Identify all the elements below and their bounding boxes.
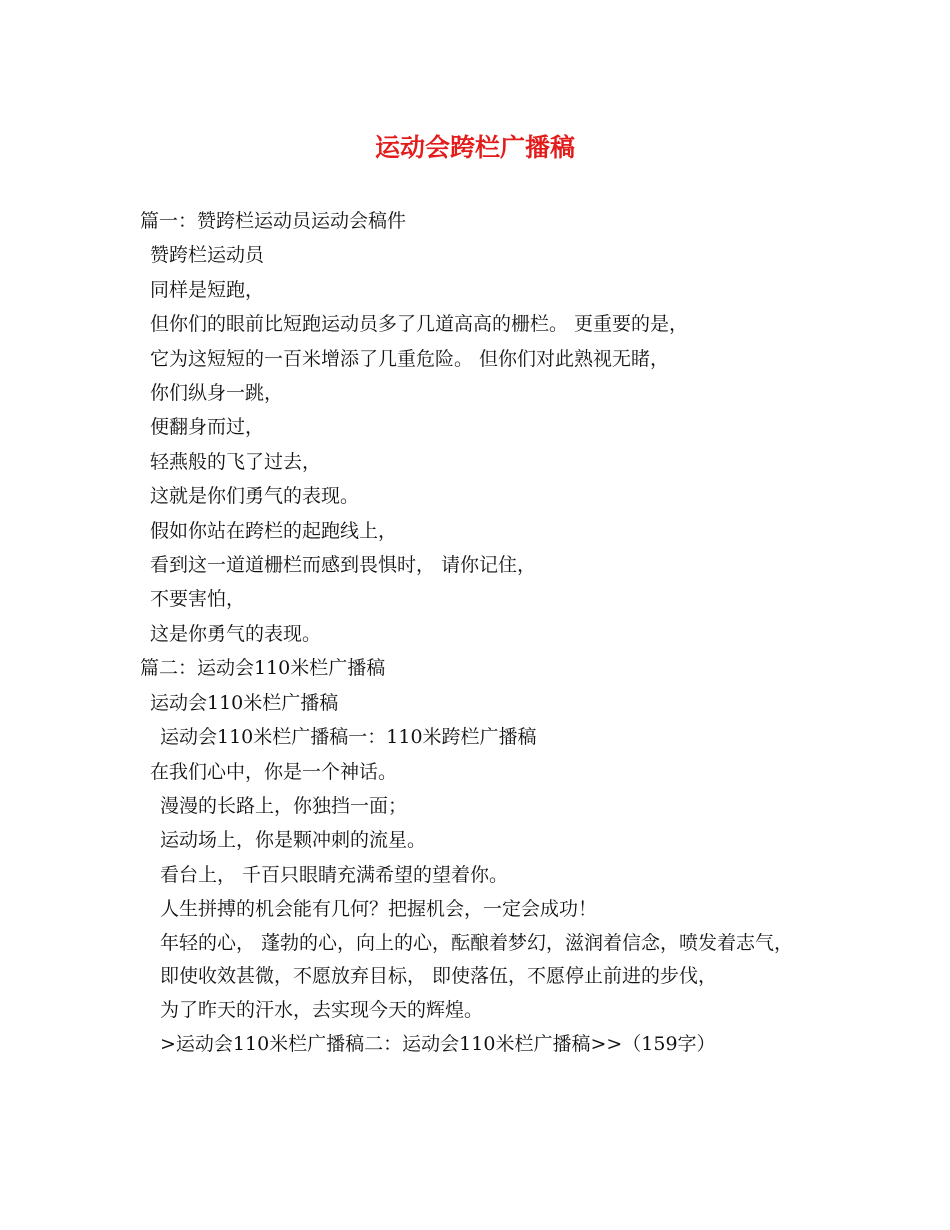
paragraph-line: 这就是你们勇气的表现。 (150, 485, 360, 508)
document-body (140, 204, 815, 1062)
paragraph-line: 看到这一道道栅栏而感到畏惧时， 请你记住， (150, 554, 537, 577)
paragraph-line: 年轻的心， 蓬勃的心，向上的心，酝酿着梦幻，滋润着信念，喷发着志气， (160, 931, 794, 954)
paragraph-line: 便翻身而过， (150, 416, 265, 439)
paragraph-line: 在我们心中，你是一个神话。 (150, 760, 398, 783)
paragraph-line: 不要害怕， (150, 588, 246, 611)
paragraph-line: 看台上， 千百只眼睛充满希望的望着你。 (160, 863, 509, 886)
paragraph-line: 轻燕般的飞了过去， (150, 450, 322, 473)
paragraph-line: 漫漫的长路上，你独挡一面； (160, 794, 408, 817)
paragraph-line: 运动会110米栏广播稿一：110米跨栏广播稿 (160, 726, 537, 749)
paragraph-line: 它为这短短的一百米增添了几重危险。 但你们对此熟视无睹， (150, 347, 670, 370)
paragraph-line: 运动会110米栏广播稿 (150, 691, 339, 714)
paragraph-line: 这是你勇气的表现。 (150, 622, 322, 645)
paragraph-line: 人生拼搏的机会能有几何？把握机会，一定会成功！ (160, 898, 598, 921)
document-title: 运动会跨栏广播稿 (374, 133, 575, 162)
paragraph-line: 假如你站在跨栏的起跑线上， (150, 519, 398, 542)
paragraph-line: 为了昨天的汗水，去实现今天的辉煌。 (160, 998, 484, 1021)
paragraph-line: 即使收效甚微，不愿放弃目标， 即使落伍，不愿停止前进的步伐， (160, 964, 718, 987)
paragraph-line: 但你们的眼前比短跑运动员多了几道高高的栅栏。 更重要的是， (150, 313, 689, 336)
paragraph-line: 运动场上，你是颗冲刺的流星。 (160, 829, 427, 852)
paragraph-line: 同样是短跑， (150, 278, 265, 301)
section-heading-1: 篇一：赞跨栏运动员运动会稿件 (140, 210, 407, 232)
paragraph-line: 赞跨栏运动员 (150, 244, 265, 267)
related-link-text: >运动会110米栏广播稿二：运动会110米栏广播稿>>（159字） (160, 1033, 716, 1056)
paragraph-line: 你们纵身一跳， (150, 382, 284, 405)
section-heading-2: 篇二：运动会110米栏广播稿 (140, 657, 386, 680)
